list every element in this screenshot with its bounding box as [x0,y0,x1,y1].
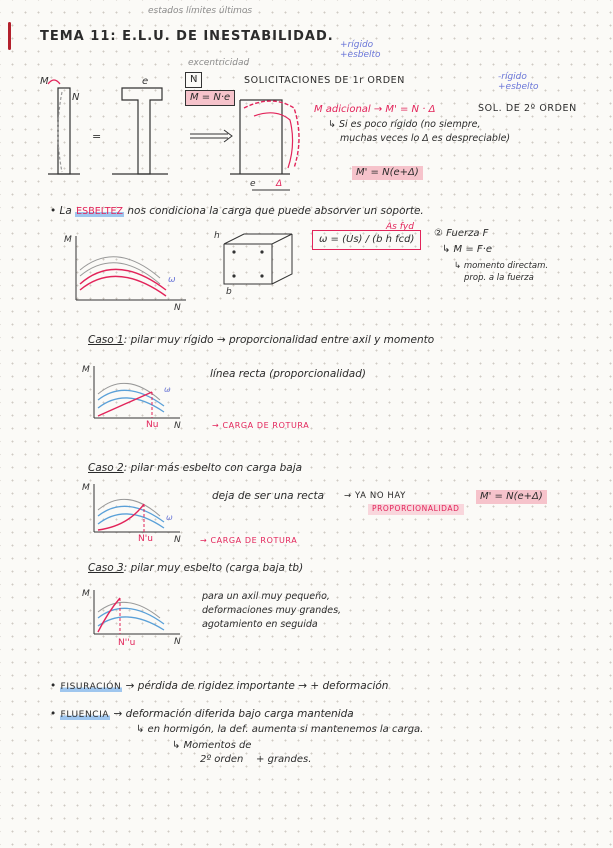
omega-note: As fyd [386,222,414,232]
esbeltez-word: ESBELTEZ [76,206,124,217]
svg-text:ω: ω [164,385,171,394]
esbeltez-intro: • La ESBELTEZ nos condiciona la carga que puede absorver un soporte. [50,205,424,217]
load-box-MNe: M = N·e [185,90,235,106]
fuerza-line-1: ② Fuerza F [434,228,489,239]
solicitaciones-label: SOLICITACIONES DE 1r ORDEN [244,75,405,86]
sol-2orden: SOL. DE 2º ORDEN [478,103,577,114]
caso1-graph [80,362,190,432]
caso1-carga: → CARGA DE ROTURA [212,421,310,430]
fluencia-line: • FLUENCIA → deformación diferida bajo carga mantenida [50,708,354,720]
fuerza-line-2: ↳ M = F·e [442,244,493,255]
caso1-nu: Nu [146,420,159,430]
momento-adicional: M adicional → M' = N · Δ [314,104,436,115]
caso2-graph [80,480,190,550]
fluencia-word: FLUENCIA [60,710,110,720]
svg-text:ω: ω [166,513,173,522]
caso3-note-2: deformaciones muy grandes, [202,605,342,616]
svg-text:b: b [226,287,232,297]
m-formula-1: M' = N(e+Δ) [352,166,423,180]
svg-text:e: e [250,179,256,189]
fluencia-sub1: ↳ en hormigón, la def. aumenta si mantenemos la carga. [136,724,424,735]
label-M: M [40,76,49,87]
caso2-prop: PROPORCIONALIDAD [368,504,464,515]
omega-formula: ω = (Us) / (b h fcd) [312,230,421,250]
svg-text:=: = [92,130,102,143]
fluencia-sub3: 2º orden + grandes. [200,754,312,765]
svg-text:N: N [174,535,181,545]
rigido-esbelto-2: -rígido +esbelto [498,72,539,93]
muchas-veces: muchas veces lo Δ es despreciable) [340,133,511,144]
caso2-note: deja de ser una recta [212,490,325,502]
svg-text:M: M [82,589,90,599]
fisuracion-line: • FISURACIÓN → pérdida de rigidez importante → + deformación [50,680,389,692]
svg-text:M: M [64,235,72,245]
fluencia-sub2: ↳ Momentos de [172,740,252,751]
fuerza-line-4: prop. a la fuerza [464,273,534,283]
svg-text:ω: ω [168,275,176,285]
svg-text:N: N [174,303,181,313]
fisuracion-word: FISURACIÓN [60,682,122,692]
caso2-formula: M' = N(e+Δ) [476,490,547,504]
caso3-note-3: agotamiento en seguida [202,619,318,630]
excentricidad-note: excentricidad [188,58,250,68]
caso2-arrow: → YA NO HAY [344,491,406,501]
top-note: estados límites últimos [148,6,253,16]
svg-text:N: N [174,637,181,647]
prism-diagram [212,226,302,296]
svg-text:M: M [82,483,90,493]
svg-text:Δ: Δ [276,179,283,189]
esbeltez-graph [62,230,202,313]
caso3-graph [80,586,190,646]
page-title: TEMA 11: E.L.U. DE INESTABILIDAD. [40,29,334,44]
caso1-heading: Caso 1: pilar muy rígido → proporcionalidad entre axil y momento [88,334,435,346]
caso2-heading: Caso 2: pilar más esbelto con carga baja [88,462,303,474]
column-bracket [112,88,168,174]
load-box-N: N [185,72,202,88]
svg-text:e: e [142,76,149,87]
caso1-note: línea recta (proporcionalidad) [210,368,366,380]
caso3-heading: Caso 3: pilar muy esbelto (carga baja tb) [88,562,304,574]
svg-text:N: N [72,92,80,103]
caso3-note-1: para un axil muy pequeño, [202,591,330,602]
poco-rigido: ↳ Si es poco rígido (no siempre, [328,119,481,130]
svg-text:M: M [82,365,90,375]
rigido-esbelto-1: +rígido +esbelto [340,40,381,61]
svg-text:h: h [214,231,220,241]
caso3-nu: N''u [118,638,136,648]
caso2-carga: → CARGA DE ROTURA [200,536,298,545]
margin-rule [8,22,11,50]
fuerza-line-3: ↳ momento directam. [454,261,549,271]
caso2-nu: N'u [138,534,153,544]
svg-text:N: N [174,421,181,431]
deformed-column [230,100,290,174]
